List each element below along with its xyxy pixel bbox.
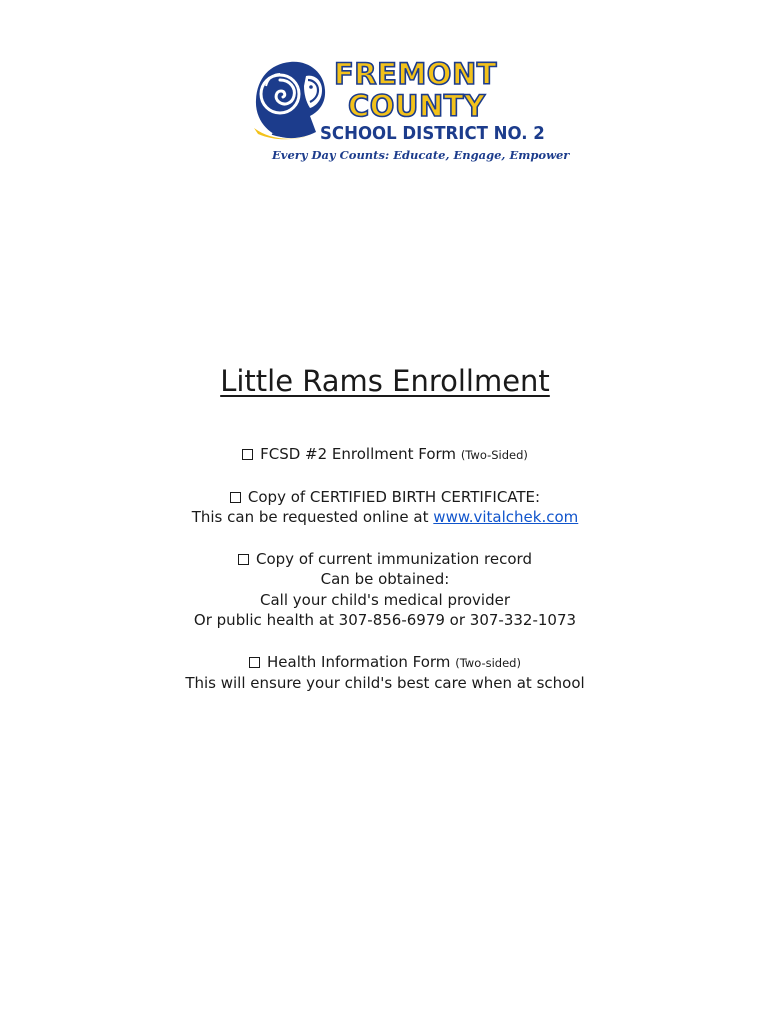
checklist-item-line [0,549,770,570]
logo-tagline: Every Day Counts: Educate, Engage, Empower [272,148,570,162]
checklist-item-label: Copy of CERTIFIED BIRTH CERTIFICATE: [247,487,541,506]
checklist-item-note: (Two-sided) [455,655,521,670]
checklist-item-detail: Can be obtained: [320,570,450,588]
checklist-item-label: Health Information Form [267,652,451,671]
enrollment-checklist [0,444,770,715]
ram-head-icon [250,56,330,142]
checklist-item-detail [0,507,770,528]
logo-word-county: COUNTY [348,89,486,123]
checkbox[interactable] [238,554,249,565]
checklist-item-immunization [0,549,770,631]
checklist-item-detail: Or public health at 307-856-6979 or 307-332-1073 [193,611,577,629]
checklist-item-note: (Two-Sided) [460,448,528,462]
vitalchek-link[interactable]: www.vitalchek.com [433,508,579,526]
logo-district-name: SCHOOL DISTRICT NO. 2 [320,123,545,144]
checklist-item-label: FCSD #2 Enrollment Form [260,445,457,463]
checkbox[interactable] [230,492,241,503]
checkbox[interactable] [249,657,260,668]
checkbox[interactable] [242,449,253,460]
checklist-item-detail: Call your child's medical provider [260,590,510,609]
checklist-item-birth-certificate [0,487,770,528]
checklist-item-health-form [0,652,770,694]
checklist-item-line [0,487,770,508]
checklist-item-line [0,444,770,466]
checklist-item-enrollment-form [0,444,770,466]
checklist-item-line [0,652,770,674]
page-title: Little Rams Enrollment [220,364,550,398]
checklist-item-detail: This will ensure your child's best care when at school [185,674,585,692]
district-logo [250,56,570,168]
logo-word-fremont: FREMONT [334,57,498,91]
checklist-item-label: Copy of current immunization record [256,549,532,568]
detail-text: This can be requested online at [191,508,429,526]
